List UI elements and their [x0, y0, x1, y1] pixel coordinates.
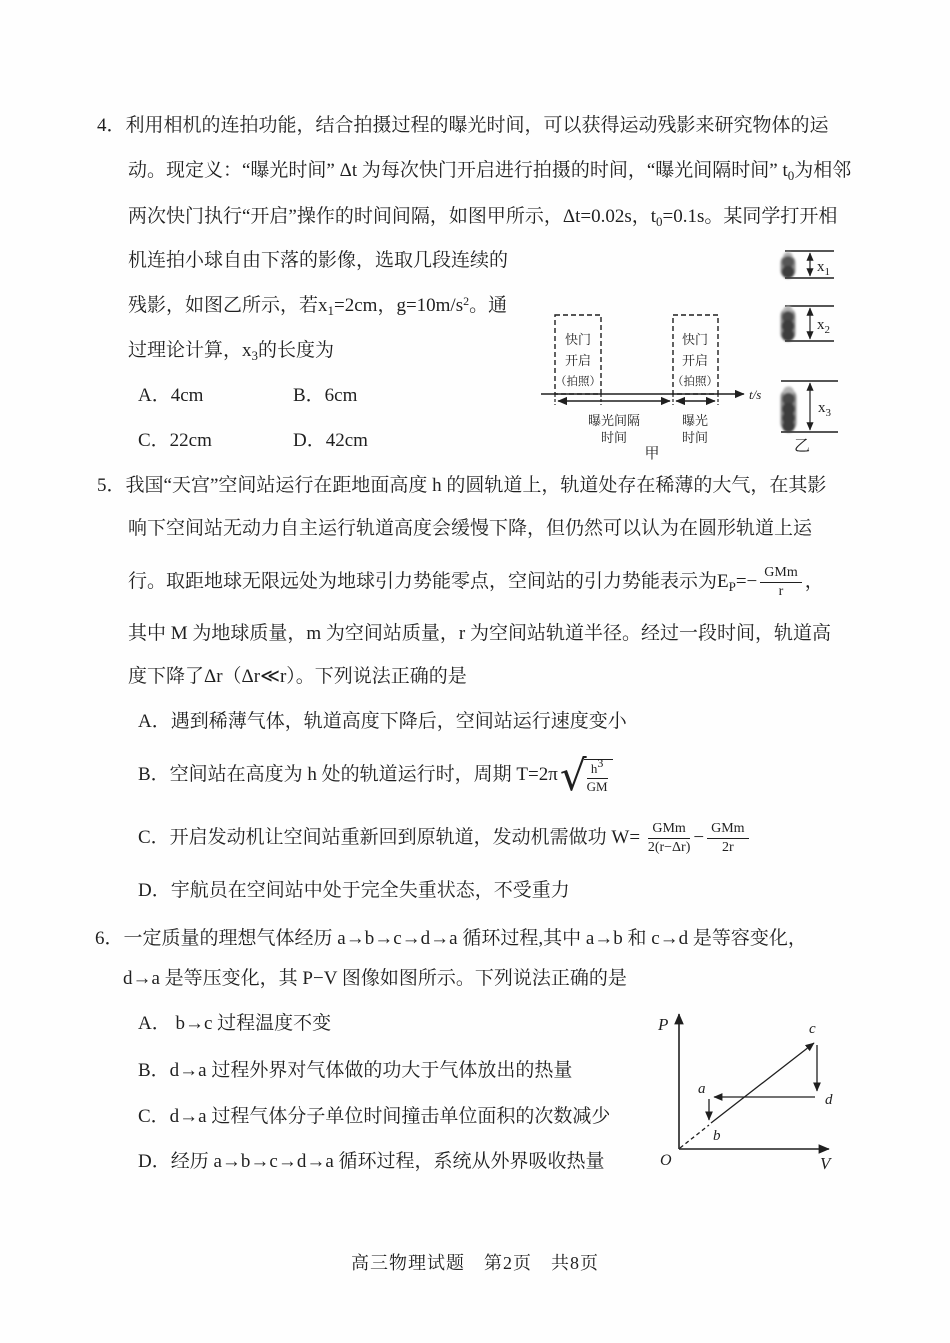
q4-t0-subscript: 0 — [787, 168, 795, 183]
process-b-to-c — [711, 1043, 814, 1123]
q6-option-d: D．经历 a→b→c→d→a 循环过程，系统从外界吸收热量 — [138, 1151, 605, 1172]
q4-line-3-tail: =0.1s。某同学打开相 — [662, 206, 838, 227]
dashed-extension-line — [680, 1125, 709, 1148]
h-cubed-superscript: 3 — [597, 756, 604, 770]
q5-line-1 — [97, 474, 826, 498]
q5-period-radical — [559, 751, 613, 800]
figure-yi-ball-trails — [772, 244, 852, 459]
q5-ep-fraction — [760, 565, 801, 600]
q4-ms2-superscript: 2 — [463, 294, 470, 308]
q4-option-c: C．22cm — [138, 430, 212, 451]
q4-option-a: A．4cm — [138, 385, 204, 406]
q5-option-c-text: C．开启发动机让空间站重新回到原轨道，发动机需做功 W= — [138, 826, 645, 848]
q5-radicand-denominator: GM — [586, 778, 608, 794]
q4-line-5-mid: =2cm，g=10m/s — [334, 295, 464, 316]
q4-t0-subscript-2: 0 — [656, 214, 663, 229]
q4-line-5 — [128, 294, 507, 318]
box2-label-line1: 快门 — [681, 332, 709, 347]
box1-label-line3: （拍照） — [555, 376, 601, 388]
point-b-label: b — [713, 1128, 721, 1144]
box1-label-line2: 开启 — [564, 353, 592, 368]
q5-line-4: 其中 M 为地球质量，m 为空间站质量，r 为空间站轨道半径。经过一段时间，轨道高 — [128, 623, 832, 644]
box1-label-line1: 快门 — [564, 332, 592, 347]
q4-line-1 — [97, 114, 829, 138]
q5-work-frac1-denominator: 2(r−Δr) — [647, 840, 691, 856]
q4-x3-subscript: 3 — [251, 348, 259, 363]
q5-line-3 — [128, 565, 824, 600]
page-footer: 高三物理试题 第2页 共8页 — [351, 1253, 599, 1273]
ball-trail-1 — [781, 252, 796, 278]
q5-option-b — [138, 751, 613, 800]
q4-line-2 — [128, 159, 851, 183]
time-axis-label: t/s — [749, 387, 762, 402]
interval-label-line1: 曝光间隔 — [587, 413, 641, 428]
q4-line-5-tail: 。通 — [469, 295, 508, 316]
q4-x1-subscript: 1 — [327, 303, 335, 318]
exposure-label-line2: 时间 — [681, 430, 709, 445]
ball-trail-3 — [781, 387, 797, 433]
q5-radicand-fraction — [586, 756, 608, 795]
q5-ep-fraction-numerator: GMm — [760, 565, 801, 583]
figure-jia-caption: 甲 — [644, 446, 660, 462]
q5-work-fraction-1 — [648, 821, 691, 856]
point-c-label: c — [809, 1021, 816, 1037]
q4-line-4: 机连拍小球自由下落的影像，选取几段连续的 — [128, 250, 509, 271]
point-d-label: d — [825, 1092, 833, 1108]
x1-label: $x_1$ — [817, 259, 830, 278]
q4-option-b: B．6cm — [293, 385, 358, 406]
box2-label-line3: （拍照） — [672, 376, 718, 388]
v-axis-label: V — [820, 1154, 831, 1173]
q5-line-2: 响下空间站无动力自主运行轨道高度会缓慢下降，但仍然可以认为在圆形轨道上运 — [128, 518, 813, 539]
figure-yi-caption: 乙 — [794, 438, 811, 455]
q6-option-c: C．d→a 过程气体分子单位时间撞击单位面积的次数减少 — [138, 1106, 611, 1127]
point-a-label: a — [698, 1081, 706, 1097]
exposure-label-line1: 曝光 — [681, 413, 709, 428]
q5-work-frac1-numerator: GMm — [648, 821, 691, 839]
q6-number: 6． — [95, 928, 124, 949]
q4-line-1-text: 利用相机的连拍功能，结合拍摄过程的曝光时间，可以获得运动残影来研究物体的运 — [125, 115, 829, 136]
q5-work-frac2-denominator: 2r — [721, 840, 734, 856]
q5-work-fraction-2 — [707, 821, 748, 856]
q6-option-a: A． b→c 过程温度不变 — [138, 1013, 332, 1034]
q6-line-1-text: 一定质量的理想气体经历 a→b→c→d→a 循环过程,其中 a→b 和 c→d 是等容变化， — [123, 928, 807, 949]
radicand — [584, 756, 613, 795]
q5-ep-fraction-denominator: r — [778, 584, 784, 600]
interval-label-line2: 时间 — [600, 430, 628, 445]
q5-option-a: A．遇到稀薄气体，轨道高度下降后，空间站运行速度变小 — [138, 711, 627, 732]
q5-ep-subscript: P — [728, 578, 736, 594]
q4-line-2-tail: 为相邻 — [794, 160, 852, 181]
q5-line-1-text: 我国“天宫”空间站运行在距地面高度 h 的圆轨道上，轨道处存在稀薄的大气，在其影 — [125, 475, 827, 496]
q5-line-5: 度下降了Δr（Δr≪r）。下列说法正确的是 — [128, 666, 467, 687]
x3-label: $x_3$ — [818, 400, 831, 419]
q5-line-3-text: 行。取距地球无限远处为地球引力势能零点，空间站的引力势能表示为E — [128, 570, 729, 592]
figure-pv-diagram — [653, 1008, 845, 1176]
q4-line-6-tail: 的长度为 — [258, 340, 335, 361]
q5-line-3-comma: ， — [804, 570, 824, 592]
radical-sign: √ — [559, 751, 587, 800]
q5-option-d: D．宇航员在空间站中处于完全失重状态，不受重力 — [138, 880, 570, 901]
q5-work-frac2-numerator: GMm — [707, 821, 748, 839]
ball-trail-2 — [781, 306, 796, 341]
q4-line-6-text: 过理论计算，x — [128, 340, 252, 361]
q5-option-b-text: B．空间站在高度为 h 处的轨道运行时，周期 T=2π — [138, 763, 558, 785]
q4-option-d: D．42cm — [293, 430, 368, 451]
q6-option-b: B．d→a 过程外界对气体做的功大于气体放出的热量 — [138, 1060, 573, 1081]
q4-line-6 — [128, 339, 334, 363]
q5-line-3-equals: =− — [735, 570, 758, 592]
box2-label-line2: 开启 — [681, 353, 709, 368]
q4-line-3-text: 两次快门执行“开启”操作的时间间隔，如图甲所示，Δt=0.02s，t — [128, 206, 657, 227]
q4-line-5-text: 残影，如图乙所示，若x — [128, 295, 328, 316]
q4-line-2-text: 动。现定义：“曝光时间” Δt 为每次快门开启进行拍摄的时间，“曝光间隔时间” t — [128, 160, 788, 181]
q5-number: 5． — [97, 475, 126, 496]
origin-label: O — [660, 1152, 672, 1169]
q6-line-1 — [95, 927, 807, 951]
x2-label: $x_2$ — [817, 317, 830, 336]
q5-minus-sign: − — [693, 826, 705, 848]
p-axis-label: P — [658, 1015, 669, 1034]
q4-line-3 — [128, 205, 837, 229]
figure-jia-shutter-timing — [538, 303, 763, 461]
q5-option-c — [138, 821, 752, 856]
q5-radicand-numerator: $h^3$ — [587, 762, 608, 779]
q6-line-2: d→a 是等压变化，其 P−V 图像如图所示。下列说法正确的是 — [123, 968, 627, 989]
q4-number: 4． — [97, 115, 126, 136]
